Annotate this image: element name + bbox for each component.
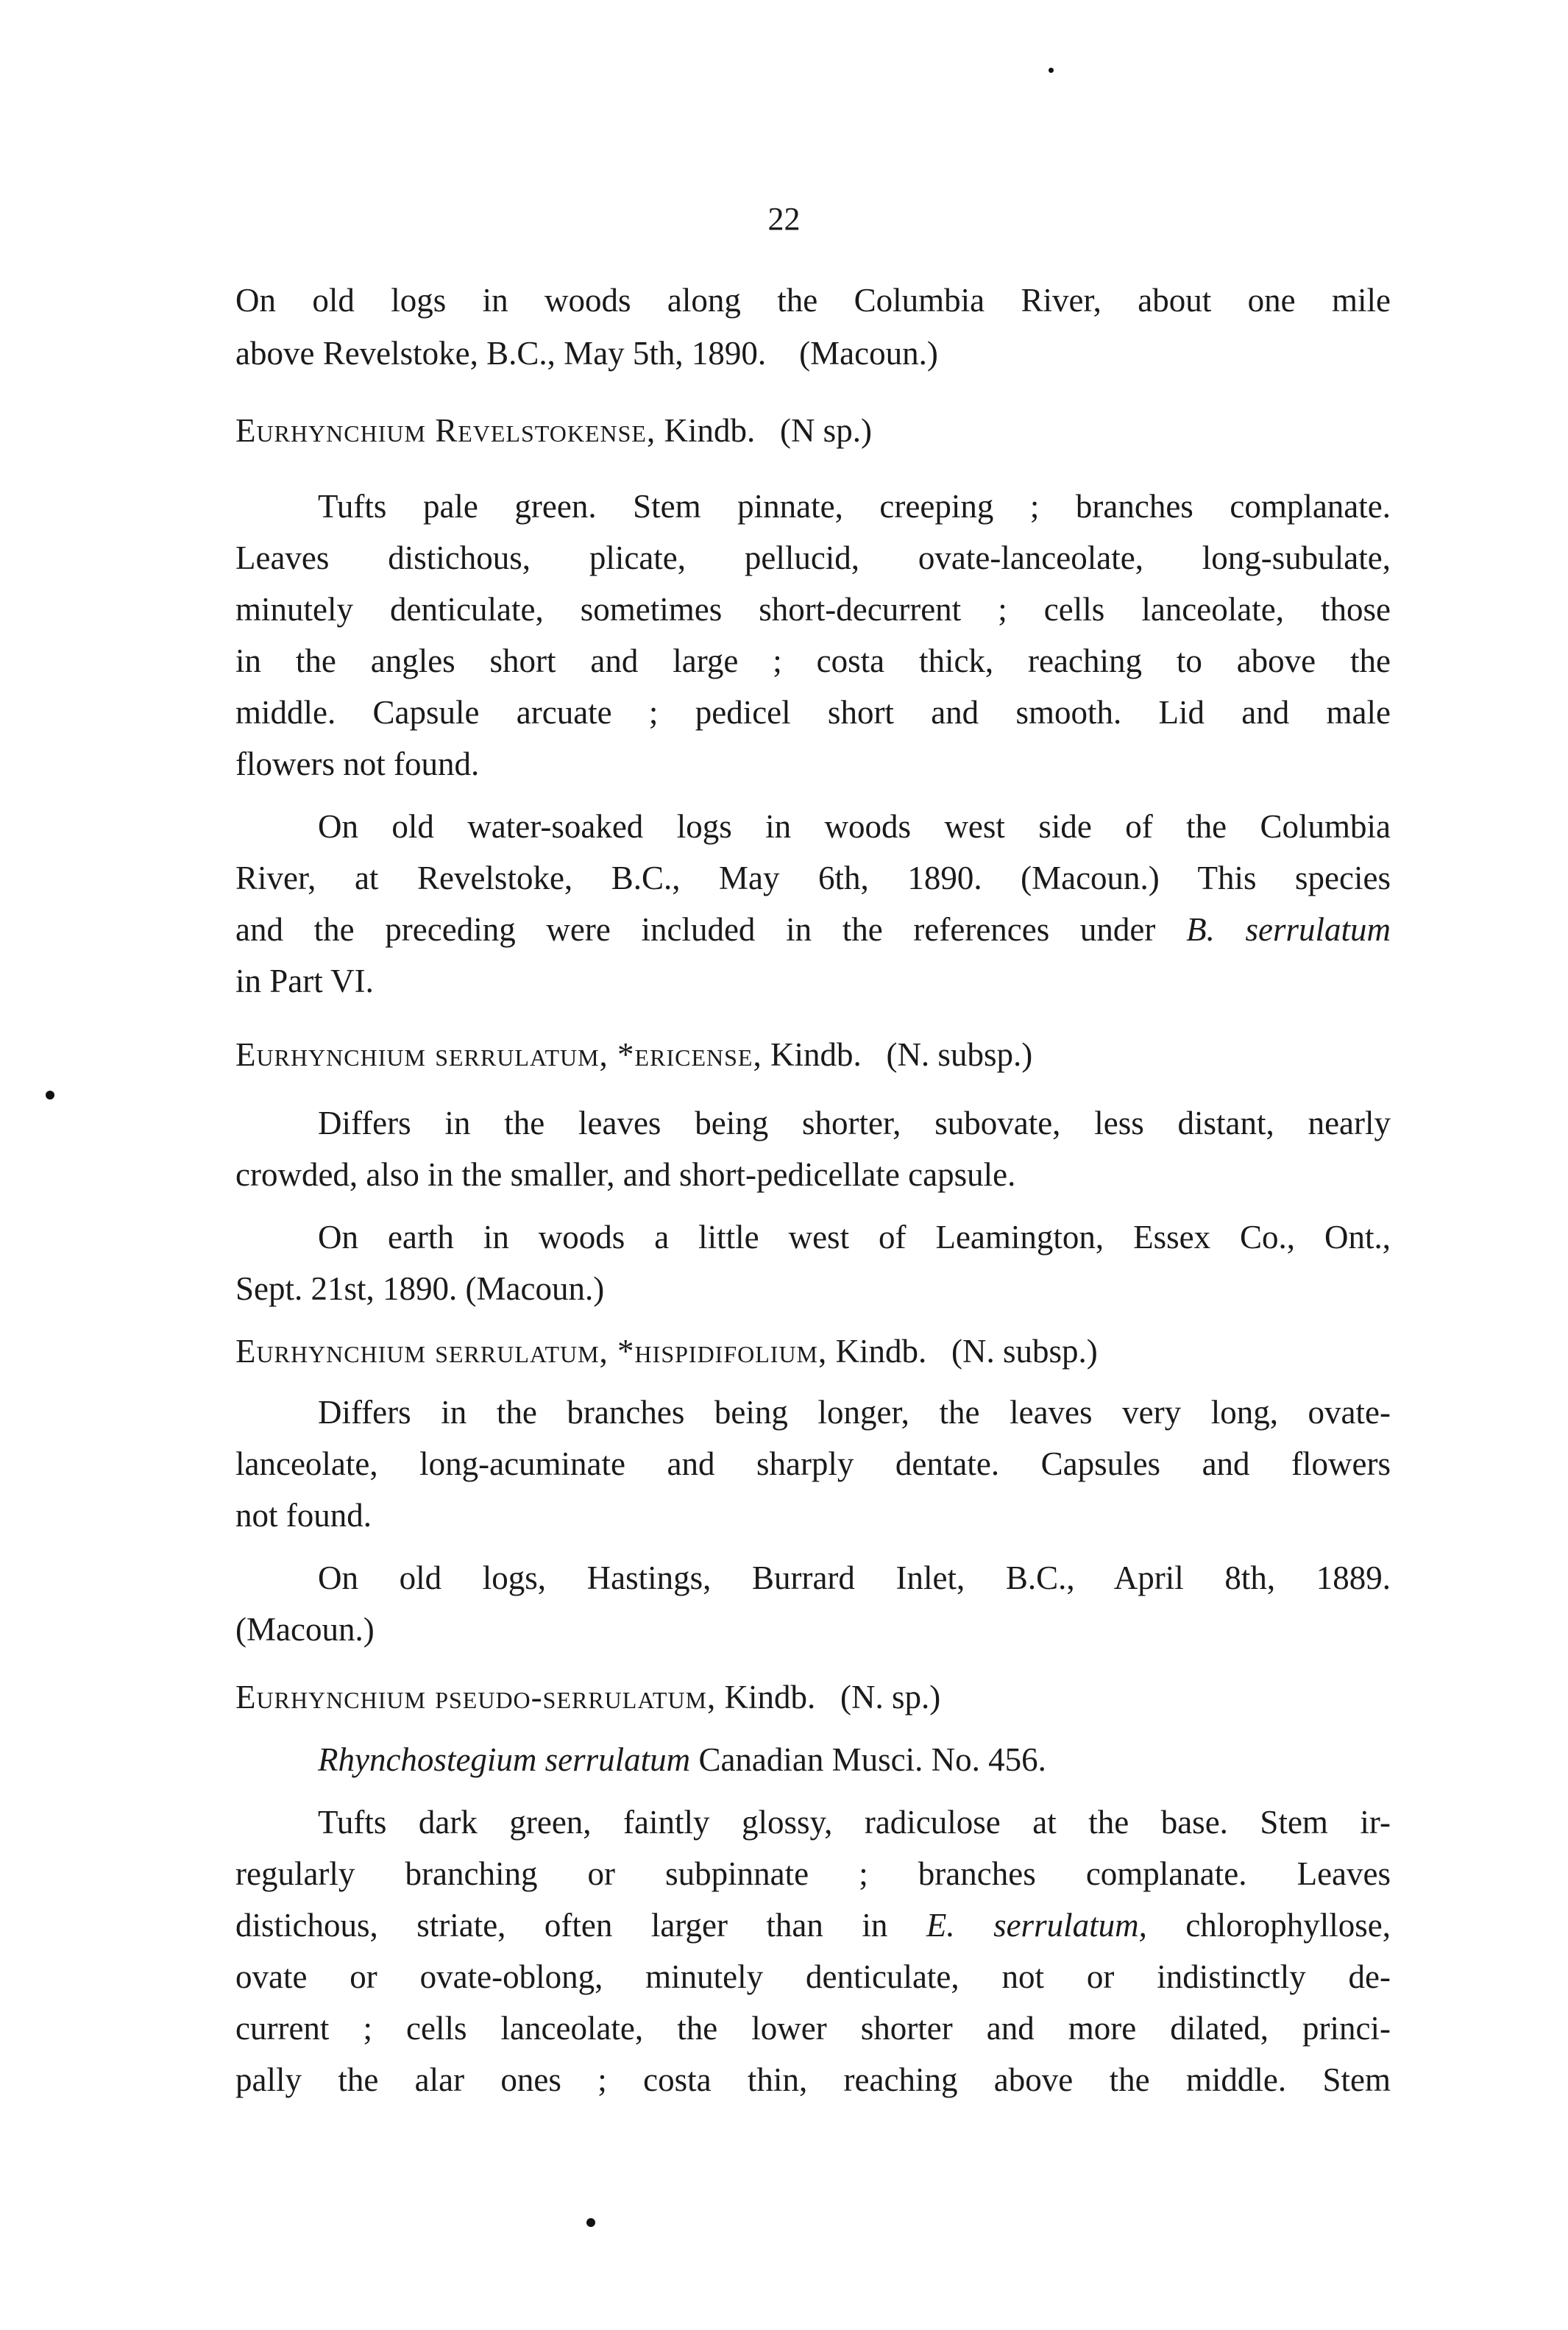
body-line: Differs in the leaves being shorter, subovate, less distant, nearly [318, 1105, 1391, 1141]
body-line: flowers not found. [235, 746, 480, 782]
body-line: not found. [235, 1497, 372, 1534]
margin-dot [1049, 68, 1054, 73]
body-line: lanceolate, long-acuminate and sharply dentate. Capsules and flowers [235, 1445, 1391, 1482]
body-line: (Macoun.) [235, 1611, 375, 1648]
body-line: River, at Revelstoke, B.C., May 6th, 1890. (Macoun.) This species [235, 860, 1391, 896]
body-line: Tufts dark green, faintly glossy, radiculose at the base. Stem ir- [318, 1804, 1391, 1841]
body-line: above Revelstoke, B.C., May 5th, 1890. (Macoun.) [235, 335, 938, 372]
body-line: in Part VI. [235, 963, 374, 999]
body-line: ovate or ovate-oblong, minutely denticulate, not or indistinctly de- [235, 1958, 1391, 1995]
body-line: pally the alar ones ; costa thin, reaching above the middle. Stem [235, 2061, 1391, 2098]
species-heading: Eurhynchium Revelstokense, Kindb. (N sp.) [235, 412, 872, 449]
body-line: Leaves distichous, plicate, pellucid, ovate-lanceolate, long-subulate, [235, 539, 1391, 576]
body-line: current ; cells lanceolate, the lower shorter and more dilated, princi- [235, 2010, 1391, 2047]
body-line: On old logs, Hastings, Burrard Inlet, B.C., April 8th, 1889. [318, 1559, 1391, 1596]
body-line: On old logs in woods along the Columbia River, about one mile [235, 282, 1391, 319]
species-heading: Eurhynchium pseudo-serrulatum, Kindb. (N. sp.) [235, 1679, 941, 1715]
body-line: Differs in the branches being longer, the leaves very long, ovate- [318, 1394, 1391, 1431]
page-number: 22 [767, 201, 801, 237]
body-line: regularly branching or subpinnate ; branches complanate. Leaves [235, 1855, 1391, 1892]
species-heading: Eurhynchium serrulatum, *ericense, Kindb. (N. subsp.) [235, 1036, 1033, 1073]
body-line: Tufts pale green. Stem pinnate, creeping ; branches complanate. [318, 488, 1391, 525]
body-line: minutely denticulate, sometimes short-decurrent ; cells lanceolate, those [235, 591, 1391, 628]
body-line: On earth in woods a little west of Leamington, Essex Co., Ont., [318, 1219, 1391, 1256]
body-line: and the preceding were included in the references under B. serrulatum [235, 911, 1391, 948]
synonym-line: Rhynchostegium serrulatum Canadian Musci. No. 456. [318, 1741, 1046, 1778]
margin-dot [586, 2218, 595, 2227]
body-line: in the angles short and large ; costa thick, reaching to above the [235, 642, 1391, 679]
species-heading: Eurhynchium serrulatum, *hispidifolium, Kindb. (N. subsp.) [235, 1333, 1098, 1370]
body-line: crowded, also in the smaller, and short-pedicellate capsule. [235, 1156, 1016, 1193]
margin-dot [46, 1091, 54, 1100]
body-line: Sept. 21st, 1890. (Macoun.) [235, 1270, 605, 1307]
body-line: middle. Capsule arcuate ; pedicel short and smooth. Lid and male [235, 694, 1391, 731]
body-line: On old water-soaked logs in woods west side of the Columbia [318, 808, 1391, 845]
body-line: distichous, striate, often larger than in E. serrulatum, chlorophyllose, [235, 1907, 1391, 1944]
